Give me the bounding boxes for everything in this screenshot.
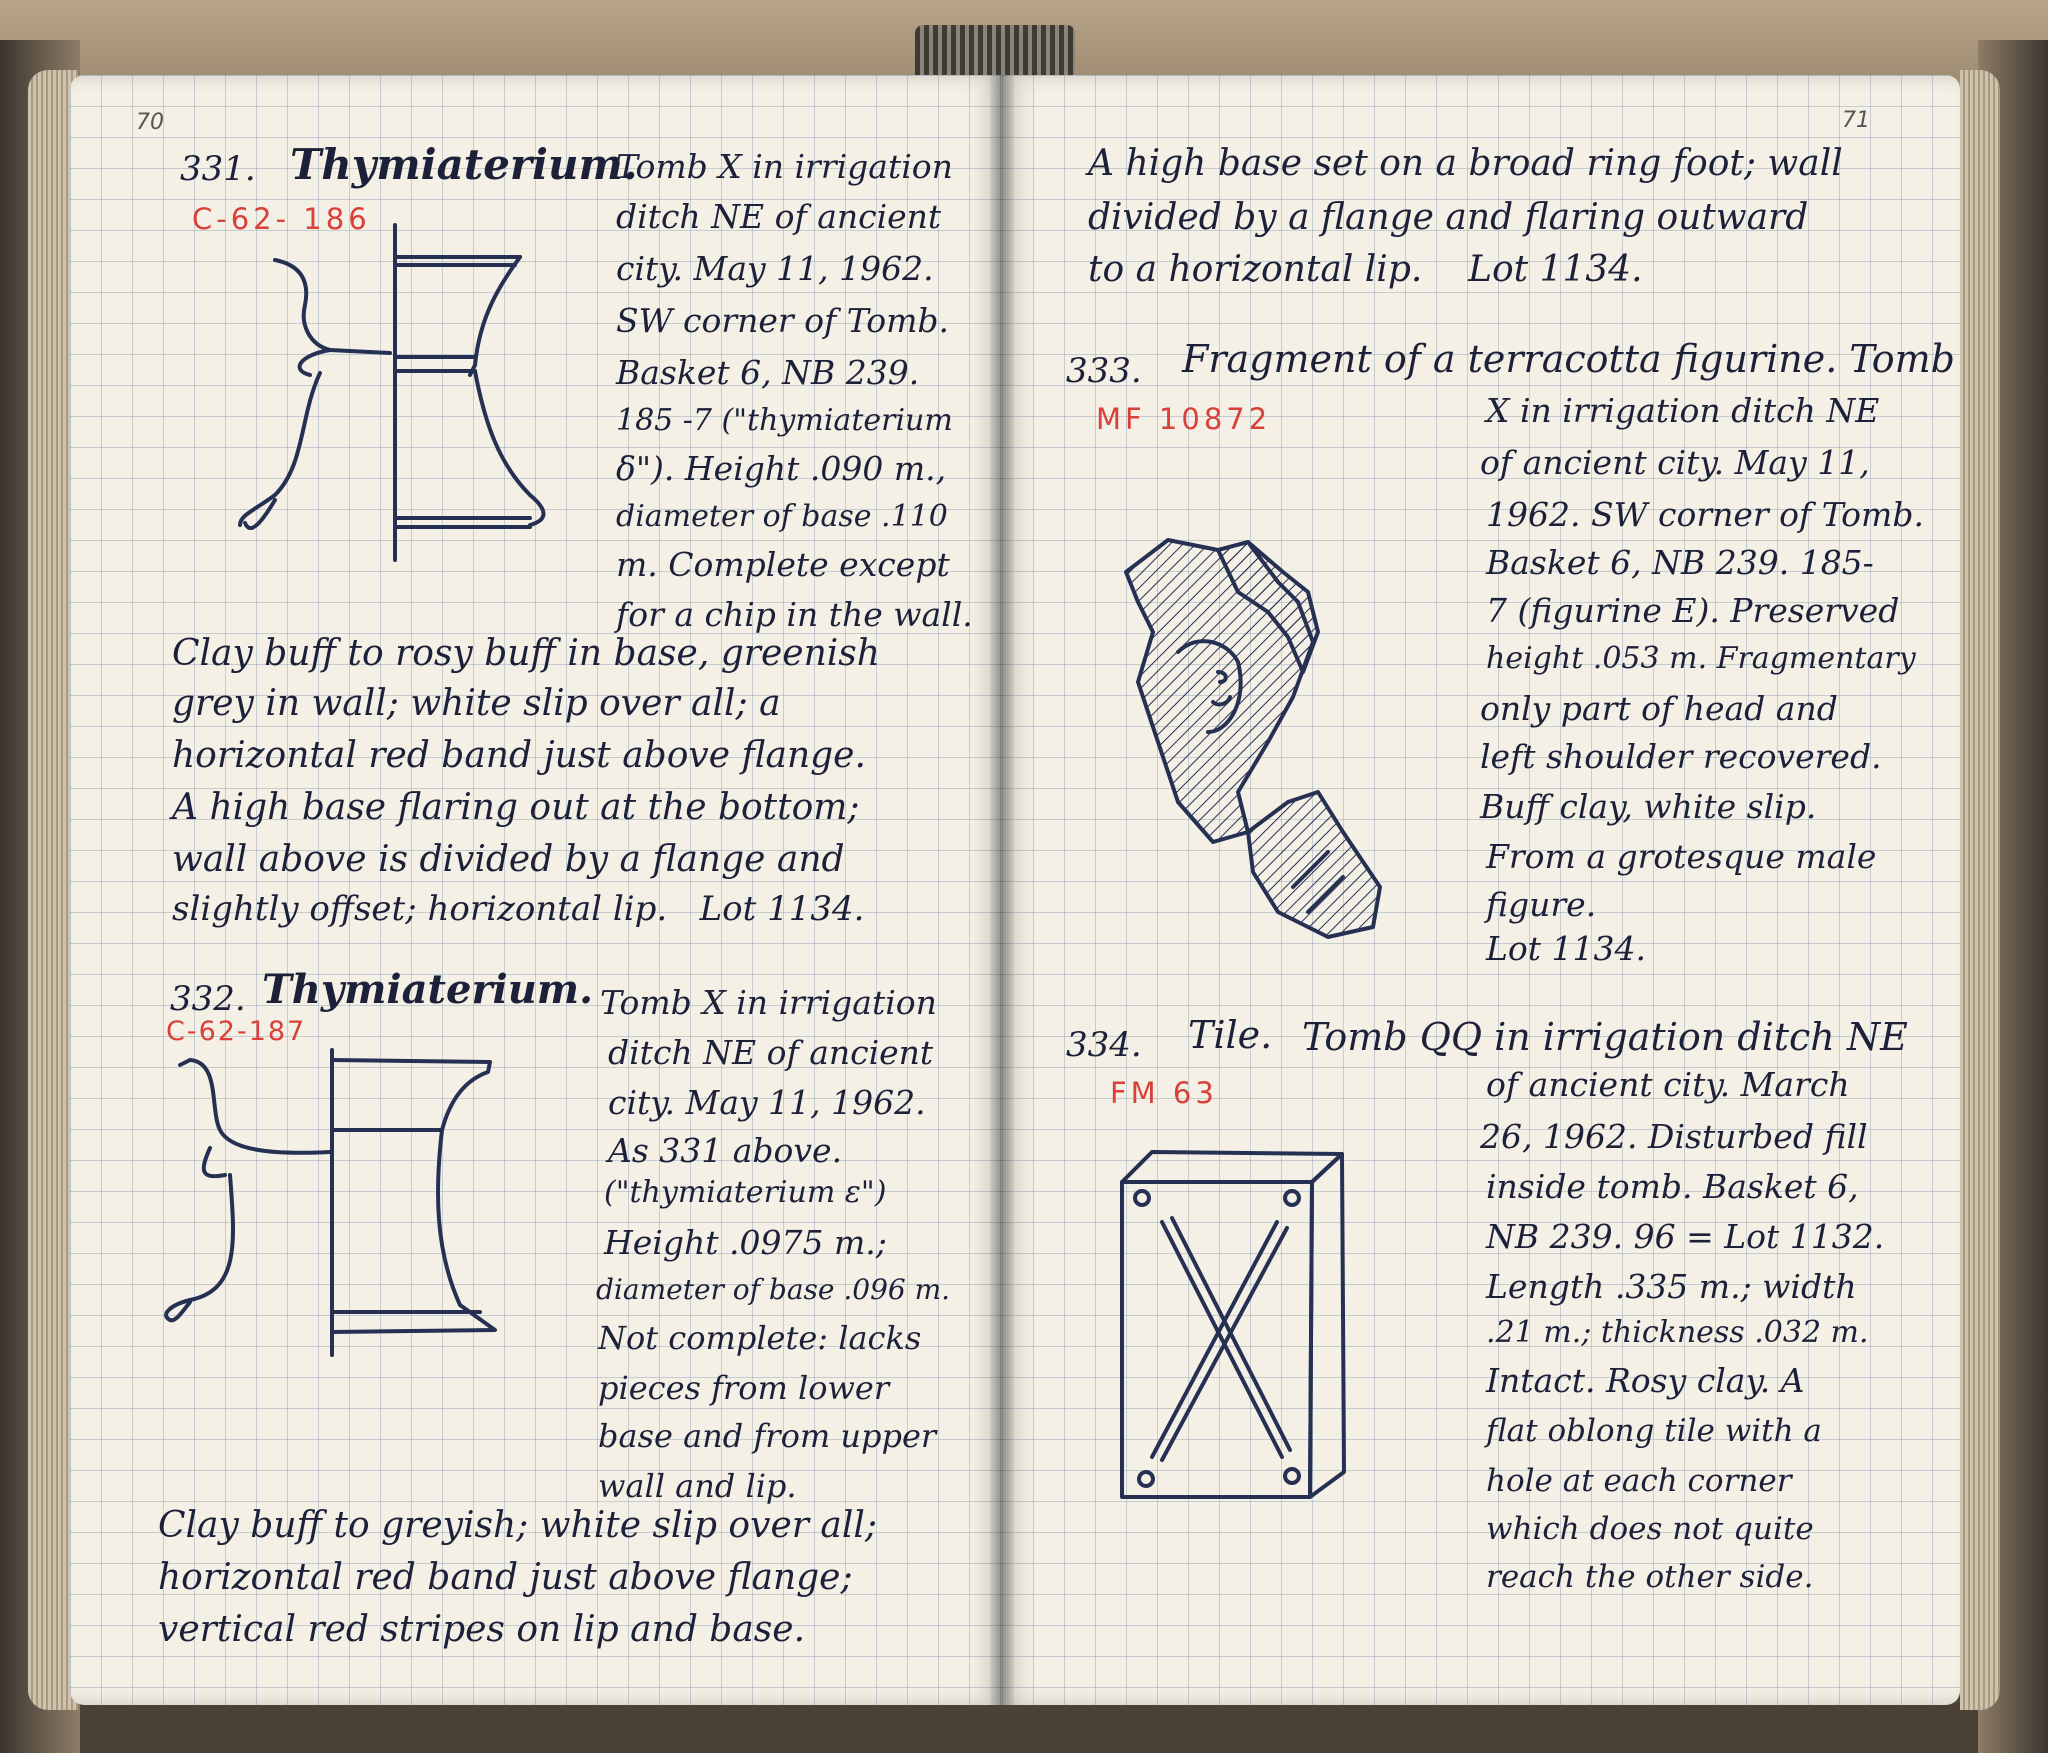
description-line: horizontal red band just above flange; bbox=[158, 1557, 853, 1598]
page-edges-right bbox=[1960, 70, 2000, 1710]
context-line: 26, 1962. Disturbed fill bbox=[1480, 1117, 1868, 1156]
entry-title-334: Tile. bbox=[1188, 1013, 1273, 1057]
context-line: city. May 11, 1962. bbox=[616, 249, 934, 288]
spine-gutter bbox=[990, 75, 1014, 1705]
context-line: Basket 6, NB 239. 185- bbox=[1486, 543, 1874, 582]
entry-title-333: Fragment of a terracotta figurine. Tomb bbox=[1182, 337, 1956, 381]
entry-number-333: 333. bbox=[1066, 351, 1142, 391]
description-line: slightly offset; horizontal lip. Lot 1134. bbox=[172, 889, 865, 929]
context-line: Not complete: lacks bbox=[598, 1319, 922, 1357]
context-line: δ"). Height .090 m., bbox=[616, 449, 947, 488]
context-line: Tomb X in irrigation bbox=[616, 147, 953, 186]
description-line: Clay buff to greyish; white slip over all; bbox=[158, 1505, 878, 1546]
context-line: hole at each corner bbox=[1486, 1463, 1792, 1499]
context-line: figure. bbox=[1486, 885, 1597, 924]
tile-sketch-icon bbox=[1112, 1142, 1352, 1512]
description-line: grey in wall; white slip over all; a bbox=[172, 683, 781, 724]
catalog-number-331: C-62- 186 bbox=[192, 202, 371, 236]
right-page-number: 71 bbox=[1842, 108, 1870, 133]
context-line: Lot 1134. bbox=[1486, 929, 1647, 968]
context-line: Intact. Rosy clay. A bbox=[1486, 1361, 1805, 1400]
context-line: Tomb X in irrigation bbox=[600, 983, 937, 1022]
context-line: left shoulder recovered. bbox=[1480, 737, 1882, 776]
context-line: 7 (figurine E). Preserved bbox=[1486, 591, 1900, 630]
entry-title-332: Thymiaterium. bbox=[262, 966, 594, 1013]
left-page-number: 70 bbox=[136, 110, 164, 135]
context-line: which does not quite bbox=[1486, 1511, 1814, 1547]
context-line: SW corner of Tomb. bbox=[616, 301, 949, 340]
context-line: reach the other side. bbox=[1486, 1559, 1814, 1595]
context-line: Buff clay, white slip. bbox=[1480, 787, 1817, 826]
continuation-line: divided by a flange and flaring outward bbox=[1088, 197, 1809, 238]
description-line: wall above is divided by a flange and bbox=[172, 839, 845, 880]
continuation-line: to a horizontal lip. Lot 1134. bbox=[1088, 249, 1643, 290]
context-line: base and from upper bbox=[598, 1417, 937, 1455]
description-line: horizontal red band just above flange. bbox=[172, 735, 866, 776]
context-line: m. Complete except bbox=[616, 545, 950, 584]
catalog-number-334: FM 63 bbox=[1110, 1076, 1218, 1110]
context-line: X in irrigation ditch NE bbox=[1486, 391, 1880, 430]
catalog-number-332: C-62-187 bbox=[166, 1016, 307, 1047]
context-line: pieces from lower bbox=[598, 1369, 890, 1407]
context-line: As 331 above. bbox=[608, 1131, 843, 1170]
context-line: for a chip in the wall. bbox=[616, 595, 973, 634]
context-line: Height .0975 m.; bbox=[604, 1223, 887, 1262]
thymiaterium-profile-sketch-icon bbox=[150, 1050, 510, 1370]
entry-number-334: 334. bbox=[1066, 1025, 1142, 1065]
context-line: wall and lip. bbox=[598, 1467, 797, 1505]
thymiaterium-profile-sketch-icon bbox=[230, 225, 550, 565]
context-line: height .053 m. Fragmentary bbox=[1486, 641, 1916, 676]
context-line: of ancient city. May 11, bbox=[1480, 443, 1870, 482]
description-line: vertical red stripes on lip and base. bbox=[158, 1609, 806, 1650]
context-line: ("thymiaterium ε") bbox=[604, 1175, 887, 1210]
context-line: inside tomb. Basket 6, bbox=[1486, 1167, 1859, 1206]
context-line: only part of head and bbox=[1480, 689, 1838, 728]
context-line: flat oblong tile with a bbox=[1486, 1413, 1822, 1449]
context-line: 185 -7 ("thymiaterium bbox=[616, 403, 953, 438]
context-line: city. May 11, 1962. bbox=[608, 1083, 926, 1122]
entry-title-331: Thymiaterium. bbox=[290, 140, 638, 189]
continuation-line: A high base set on a broad ring foot; wall bbox=[1088, 143, 1843, 184]
context-line: Length .335 m.; width bbox=[1486, 1267, 1857, 1306]
context-line: Basket 6, NB 239. bbox=[616, 353, 920, 392]
context-line: NB 239. 96 = Lot 1132. bbox=[1486, 1217, 1885, 1256]
figurine-fragment-sketch-icon bbox=[1118, 532, 1438, 972]
context-line: ditch NE of ancient bbox=[608, 1033, 934, 1072]
context-line: diameter of base .096 m. bbox=[596, 1273, 951, 1306]
context-line: diameter of base .110 bbox=[616, 499, 948, 534]
context-line: 1962. SW corner of Tomb. bbox=[1486, 495, 1924, 534]
entry-title-tail-334: Tomb QQ in irrigation ditch NE bbox=[1302, 1015, 1908, 1059]
context-line: .21 m.; thickness .032 m. bbox=[1486, 1315, 1869, 1350]
catalog-number-333: MF 10872 bbox=[1096, 402, 1272, 436]
description-line: Clay buff to rosy buff in base, greenish bbox=[172, 633, 880, 674]
context-line: ditch NE of ancient bbox=[616, 197, 942, 236]
context-line: of ancient city. March bbox=[1486, 1065, 1850, 1104]
entry-number-332: 332. bbox=[170, 979, 246, 1019]
entry-number-331: 331. bbox=[180, 149, 256, 189]
context-line: From a grotesque male bbox=[1486, 837, 1877, 876]
description-line: A high base flaring out at the bottom; bbox=[172, 787, 860, 828]
